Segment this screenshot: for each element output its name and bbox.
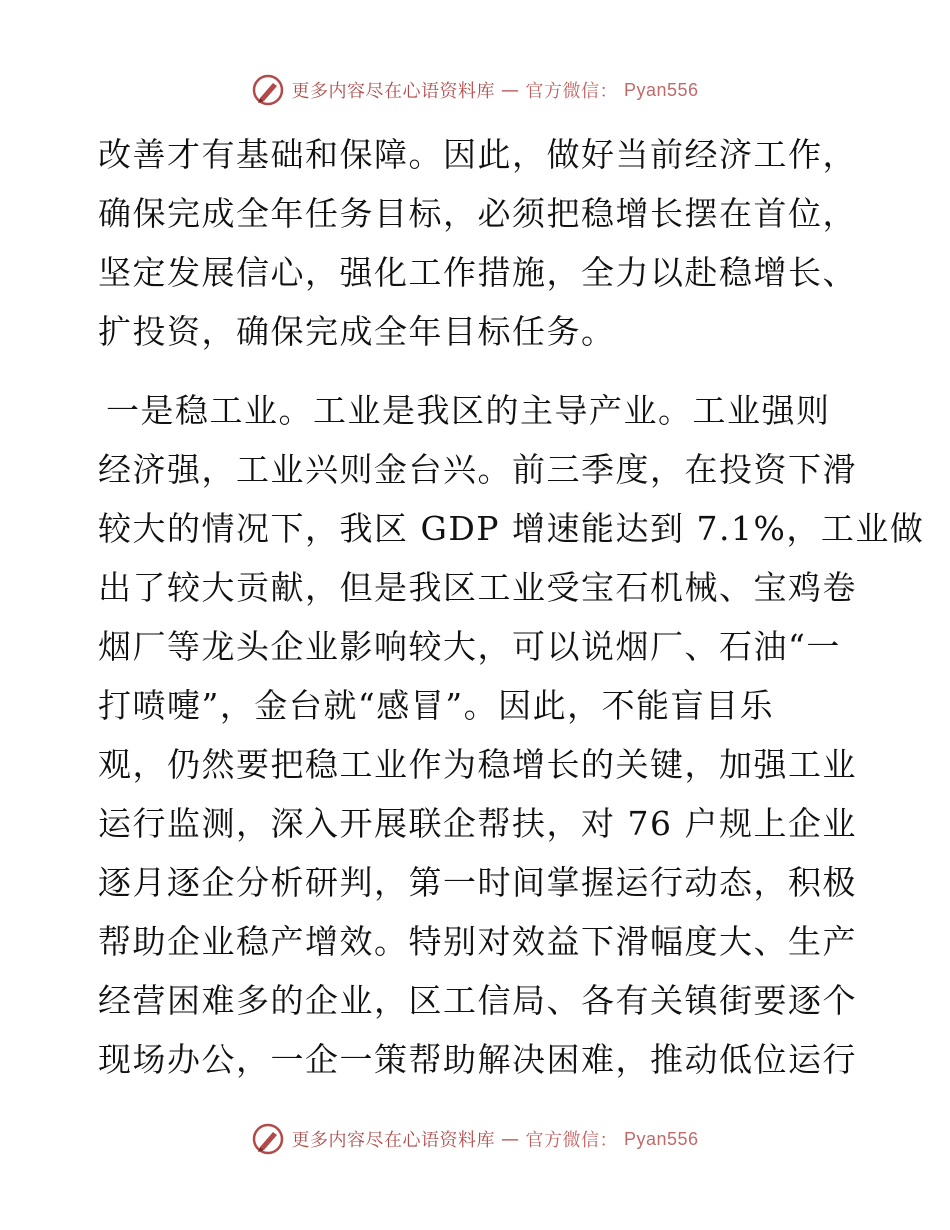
text-line: 观，仍然要把稳工业作为稳增长的关键，加强工业 xyxy=(98,745,857,784)
footer-banner-dash: — xyxy=(500,1128,520,1150)
footer-banner-text: 更多内容尽在心语资料库 xyxy=(291,1130,495,1151)
text-line: 一是稳工业。工业是我区的主导产业。工业强则 xyxy=(106,391,831,430)
paragraph-gap xyxy=(98,361,868,381)
header-banner-dash: — xyxy=(500,79,520,101)
text-line: 经营困难多的企业，区工信局、各有关镇街要逐个 xyxy=(98,981,857,1020)
text-line: 打喷嚏”，金台就“感冒”。因此，不能盲目乐 xyxy=(98,686,775,725)
document-body xyxy=(98,125,925,1089)
header-wechat-account: Pyan556 xyxy=(623,79,699,100)
header-banner-content xyxy=(251,73,698,107)
text-line: 改善才有基础和保障。因此，做好当前经济工作， xyxy=(98,135,857,174)
paragraph-1 xyxy=(98,125,868,361)
footer-wechat-label: 官方微信： xyxy=(525,1130,618,1151)
text-line: 扩投资，确保完成全年目标任务。 xyxy=(98,312,616,351)
text-line: 出了较大贡献，但是我区工业受宝石机械、宝鸡卷 xyxy=(98,568,857,607)
text-line: 帮助企业稳产增效。特别对效益下滑幅度大、生产 xyxy=(98,922,857,961)
text-line: 逐月逐企分析研判，第一时间掌握运行动态，积极 xyxy=(98,863,857,902)
footer-wechat-account: Pyan556 xyxy=(623,1128,699,1149)
header-wechat-label: 官方微信： xyxy=(525,81,618,102)
footer-banner-content xyxy=(251,1122,698,1156)
text-line: 经济强，工业兴则金台兴。前三季度，在投资下滑 xyxy=(98,450,857,489)
header-banner-text: 更多内容尽在心语资料库 xyxy=(291,81,495,102)
text-line: 运行监测，深入开展联企帮扶，对 76 户规上企业 xyxy=(98,804,857,843)
paragraph-2 xyxy=(98,381,925,1089)
header-banner xyxy=(0,70,950,110)
text-line: 烟厂等龙头企业影响较大，可以说烟厂、石油“一 xyxy=(98,627,841,666)
text-line: 确保完成全年任务目标，必须把稳增长摆在首位， xyxy=(98,194,857,233)
text-line: 现场办公，一企一策帮助解决困难，推动低位运行 xyxy=(98,1040,857,1079)
text-line: 坚定发展信心，强化工作措施，全力以赴稳增长、 xyxy=(98,253,857,292)
text-line: 较大的情况下，我区 GDP 增速能达到 7.1%，工业做 xyxy=(98,509,925,548)
footer-banner xyxy=(0,1119,950,1159)
pen-logo-icon xyxy=(251,1122,285,1156)
pen-logo-icon xyxy=(251,73,285,107)
